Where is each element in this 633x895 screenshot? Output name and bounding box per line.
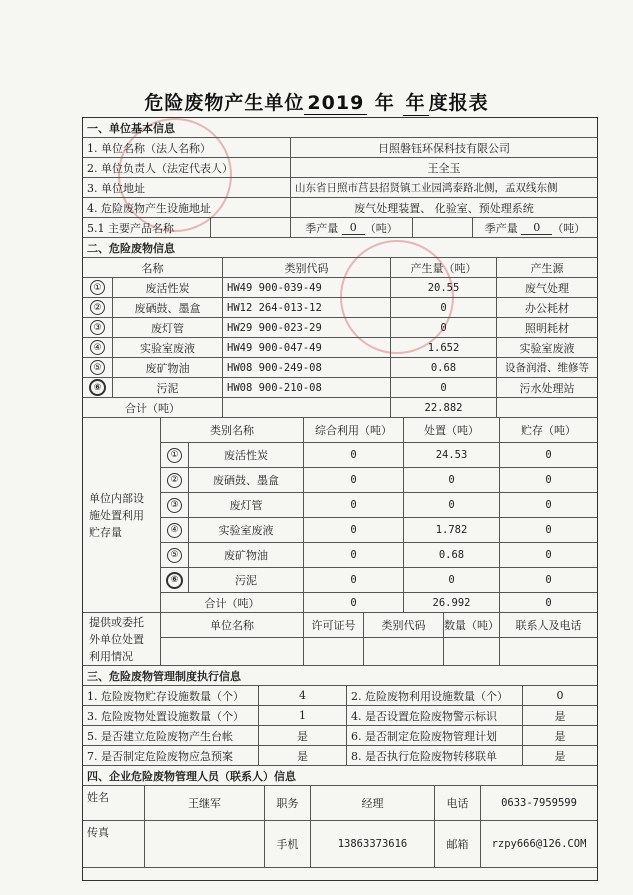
disposal-row: [161, 443, 597, 468]
col-header-amount: 数量（吨）: [444, 613, 500, 637]
total-qty: 22.882: [391, 398, 497, 417]
mgmt-label: 7. 是否制定危险废物应急预案: [83, 746, 259, 765]
info-value: 王全玉: [427, 161, 461, 175]
waste-source: 污水处理站: [519, 381, 575, 395]
disposal-row: [161, 468, 597, 493]
empty-cell: [444, 638, 500, 665]
external-empty-row: [161, 638, 597, 665]
waste-code: HW08 900-210-08: [223, 378, 391, 397]
info-row: [83, 178, 597, 198]
section2-heading: 二、危险废物信息: [87, 241, 175, 255]
waste-qty: 0: [391, 298, 497, 317]
disposal-use: 0: [304, 568, 404, 592]
mgmt-value: 0: [556, 689, 564, 702]
disposal-row: [161, 568, 597, 593]
circled-number: ②: [90, 300, 105, 315]
external-disposal-table: [161, 613, 597, 665]
col-header-category-code: 类别代码: [364, 613, 444, 637]
waste-name: 实验室废液: [113, 338, 223, 357]
product-quarter1: [291, 218, 413, 237]
circled-number: ⑤: [90, 360, 105, 375]
disposal-store: 0: [545, 499, 552, 511]
waste-qty: 0: [391, 318, 497, 337]
waste-name: 污泥: [113, 378, 223, 397]
title-suffix: 度报表: [428, 92, 489, 114]
waste-row: [83, 358, 597, 378]
mgmt-value: 是: [554, 729, 566, 743]
empty-cell: [364, 638, 444, 665]
mgmt-value: 是: [259, 746, 347, 765]
total-source-cell: [497, 398, 597, 417]
mobile-label: 手机: [265, 821, 311, 867]
contact-tel: 0633-7959599: [501, 797, 577, 809]
product-name-cell: [413, 218, 473, 237]
title-prefix: 危险废物产生单位: [144, 92, 305, 114]
title-quarter-char: 年: [403, 88, 429, 116]
section4-heading: 四、企业危险废物管理人员（联系人）信息: [87, 769, 296, 783]
total-code-cell: [223, 398, 391, 417]
section4-heading-row: [83, 766, 597, 786]
col-header-code: 类别代码: [223, 258, 391, 277]
col-header-store: 贮存（吨）: [521, 424, 576, 437]
waste-source: 设备润滑、维修等: [505, 362, 589, 374]
waste-qty: 0: [391, 378, 497, 397]
contact-role: 经理: [311, 786, 435, 820]
contact-row-1: [83, 786, 597, 821]
waste-name: 废活性炭: [113, 278, 223, 297]
info-label: 4. 危险废物产生设施地址: [83, 198, 291, 217]
waste-row: [83, 318, 597, 338]
mgmt-label: 5. 是否建立危险废物产生台帐: [83, 726, 259, 745]
internal-disposal-block: [83, 418, 597, 613]
col-header-source: 产生源: [530, 261, 564, 275]
waste-header-row: [83, 258, 597, 278]
col-header-use: 综合利用（吨）: [304, 418, 404, 442]
info-row: [83, 138, 597, 158]
waste-row: [83, 278, 597, 298]
disposal-dispose: 24.53: [404, 443, 500, 467]
row-index: [83, 298, 113, 317]
report-form: [82, 117, 598, 881]
product-quarter2: [473, 218, 597, 237]
col-header-name: 名称: [83, 258, 223, 277]
quarter-unit: （吨）: [552, 221, 586, 235]
disposal-use: 0: [304, 493, 404, 517]
disposal-store: 0: [545, 449, 552, 461]
total-label: 合计（吨）: [161, 593, 304, 612]
waste-name: 废矿物油: [113, 358, 223, 377]
role-label: 职务: [265, 786, 311, 820]
mgmt-value: 是: [554, 709, 566, 723]
circled-number: ③: [90, 320, 105, 335]
disposal-store: 0: [545, 474, 552, 486]
waste-qty: 1.652: [391, 338, 497, 357]
total-store: 0: [545, 596, 552, 609]
name-label: 姓名: [83, 786, 145, 820]
product-name-cell: [211, 218, 291, 237]
row-index: [83, 378, 113, 397]
disposal-row: [161, 493, 597, 518]
row-index: [161, 568, 189, 592]
disposal-name: 实验室废液: [189, 518, 304, 542]
disposal-store: 0: [545, 574, 552, 586]
waste-source: 照明耗材: [525, 321, 569, 335]
disposal-dispose: 0: [404, 468, 500, 492]
mgmt-label: 8. 是否执行危险废物转移联单: [347, 746, 523, 765]
info-label: 2. 单位负责人（法定代表人）: [83, 158, 291, 177]
empty-cell: [83, 868, 597, 880]
waste-qty: 20.55: [391, 278, 497, 297]
info-label: 3. 单位地址: [83, 178, 291, 197]
mgmt-value: 1: [259, 706, 347, 725]
contact-mobile: 13863373616: [311, 821, 435, 867]
row-index: [83, 278, 113, 297]
waste-name: 废硒鼓、墨盒: [113, 298, 223, 317]
disposal-dispose: 1.782: [404, 518, 500, 542]
col-header-contact: 联系人及电话: [515, 619, 582, 632]
section2-heading-row: [83, 238, 597, 258]
col-header-dispose: 处置（吨）: [404, 418, 500, 442]
waste-source: 办公耗材: [525, 301, 569, 315]
info-value: 日照磐钰环保科技有限公司: [378, 141, 510, 155]
row-index: [161, 518, 189, 542]
email-label: 邮箱: [435, 821, 481, 867]
waste-code: HW08 900-249-08: [223, 358, 391, 377]
external-header-row: [161, 613, 597, 638]
disposal-use: 0: [304, 518, 404, 542]
total-dispose: 26.992: [404, 593, 500, 612]
waste-code: HW49 900-047-49: [223, 338, 391, 357]
disposal-use: 0: [304, 543, 404, 567]
quarter-unit: （吨）: [364, 221, 398, 235]
disposal-header-row: [161, 418, 597, 443]
fax-label: 传真: [83, 821, 145, 867]
mgmt-label: 2. 危险废物利用设施数量（个）: [347, 686, 523, 705]
info-value: 山东省日照市莒县招贤镇工业园鸿泰路北侧，孟双线东侧: [295, 182, 558, 194]
title-year: 2019: [304, 92, 367, 115]
disposal-total-row: [161, 593, 597, 612]
report-title: [0, 88, 633, 116]
section1-heading: 一、单位基本信息: [87, 121, 175, 135]
disposal-use: 0: [304, 468, 404, 492]
circled-number: ⑥: [166, 572, 183, 589]
mgmt-value: 4: [259, 686, 347, 705]
product-label: 5.1 主要产品名称: [83, 218, 211, 237]
info-value: 废气处理装置、 化验室、预处理系统: [354, 201, 534, 215]
quarter-value: 0: [521, 221, 552, 235]
disposal-name: 污泥: [189, 568, 304, 592]
waste-row: [83, 378, 597, 398]
circled-number: ④: [167, 523, 182, 538]
mgmt-value: 是: [554, 749, 566, 763]
total-label: 合计（吨）: [83, 398, 223, 417]
mgmt-label: 3. 危险废物处置设施数量（个）: [83, 706, 259, 725]
info-label: 1. 单位名称（法人名称）: [83, 138, 291, 157]
col-header-unit: 单位名称: [161, 613, 304, 637]
circled-number: ⑤: [167, 548, 182, 563]
section1-heading-row: [83, 118, 597, 138]
waste-code: HW29 900-023-29: [223, 318, 391, 337]
circled-number: ②: [167, 473, 182, 488]
mgmt-value: 是: [259, 726, 347, 745]
row-index: [161, 543, 189, 567]
section3-heading-row: [83, 666, 597, 686]
empty-cell: [304, 638, 364, 665]
contact-email: rzpy666@126.COM: [491, 838, 587, 850]
waste-source: 废气处理: [525, 281, 569, 295]
disposal-name: 废灯管: [189, 493, 304, 517]
row-index: [161, 493, 189, 517]
waste-source: 实验室废液: [519, 341, 575, 355]
circled-number: ①: [90, 280, 105, 295]
waste-code: HW12 264-013-12: [223, 298, 391, 317]
disposal-use: 0: [304, 443, 404, 467]
waste-row: [83, 298, 597, 318]
waste-code: HW49 900-039-49: [223, 278, 391, 297]
disposal-row: [161, 518, 597, 543]
title-year-char: 年: [374, 92, 395, 114]
internal-disposal-label: 单位内部设施处置利用贮存量: [83, 418, 161, 612]
waste-qty: 0.68: [391, 358, 497, 377]
mgmt-label: 4. 是否设置危险废物警示标识: [347, 706, 523, 725]
waste-name: 废灯管: [113, 318, 223, 337]
contact-fax: [145, 821, 265, 867]
circled-number: ⑥: [89, 379, 106, 396]
col-header-license: 许可证号: [304, 613, 364, 637]
circled-number: ①: [167, 448, 182, 463]
row-index: [83, 358, 113, 377]
mgmt-row: [83, 706, 597, 726]
empty-cell: [161, 638, 304, 665]
info-row: [83, 158, 597, 178]
disposal-name: 废活性炭: [189, 443, 304, 467]
quarter-label: 季产量: [484, 221, 518, 235]
total-use: 0: [304, 593, 404, 612]
circled-number: ④: [90, 340, 105, 355]
empty-cell: [500, 638, 597, 665]
section3-heading: 三、危险废物管理制度执行信息: [87, 669, 241, 683]
bottom-empty-row: [83, 868, 597, 880]
contact-name: 王继军: [145, 786, 265, 820]
mgmt-label: 1. 危险废物贮存设施数量（个）: [83, 686, 259, 705]
mgmt-row: [83, 726, 597, 746]
disposal-store: 0: [545, 524, 552, 536]
disposal-name: 废矿物油: [189, 543, 304, 567]
row-index: [83, 338, 113, 357]
tel-label: 电话: [435, 786, 481, 820]
disposal-store: 0: [545, 549, 552, 561]
disposal-dispose: 0.68: [404, 543, 500, 567]
disposal-dispose: 0: [404, 493, 500, 517]
external-disposal-block: [83, 613, 597, 666]
quarter-value: 0: [342, 221, 365, 235]
internal-disposal-table: [161, 418, 597, 612]
mgmt-row: [83, 686, 597, 706]
quarter-label: 季产量: [305, 221, 339, 235]
col-header-category: 类别名称: [161, 418, 304, 442]
mgmt-row: [83, 746, 597, 766]
contact-row-2: [83, 821, 597, 868]
mgmt-label: 6. 是否制定危险废物管理计划: [347, 726, 523, 745]
row-index: [161, 443, 189, 467]
disposal-row: [161, 543, 597, 568]
waste-row: [83, 338, 597, 358]
disposal-dispose: 0: [404, 568, 500, 592]
circled-number: ③: [167, 498, 182, 513]
product-row: [83, 218, 597, 238]
disposal-name: 废硒鼓、墨盒: [189, 468, 304, 492]
external-disposal-label: 提供或委托外单位处置利用情况: [83, 613, 161, 665]
col-header-qty: 产生量（吨）: [391, 258, 497, 277]
waste-total-row: [83, 398, 597, 418]
row-index: [161, 468, 189, 492]
info-row: [83, 198, 597, 218]
row-index: [83, 318, 113, 337]
